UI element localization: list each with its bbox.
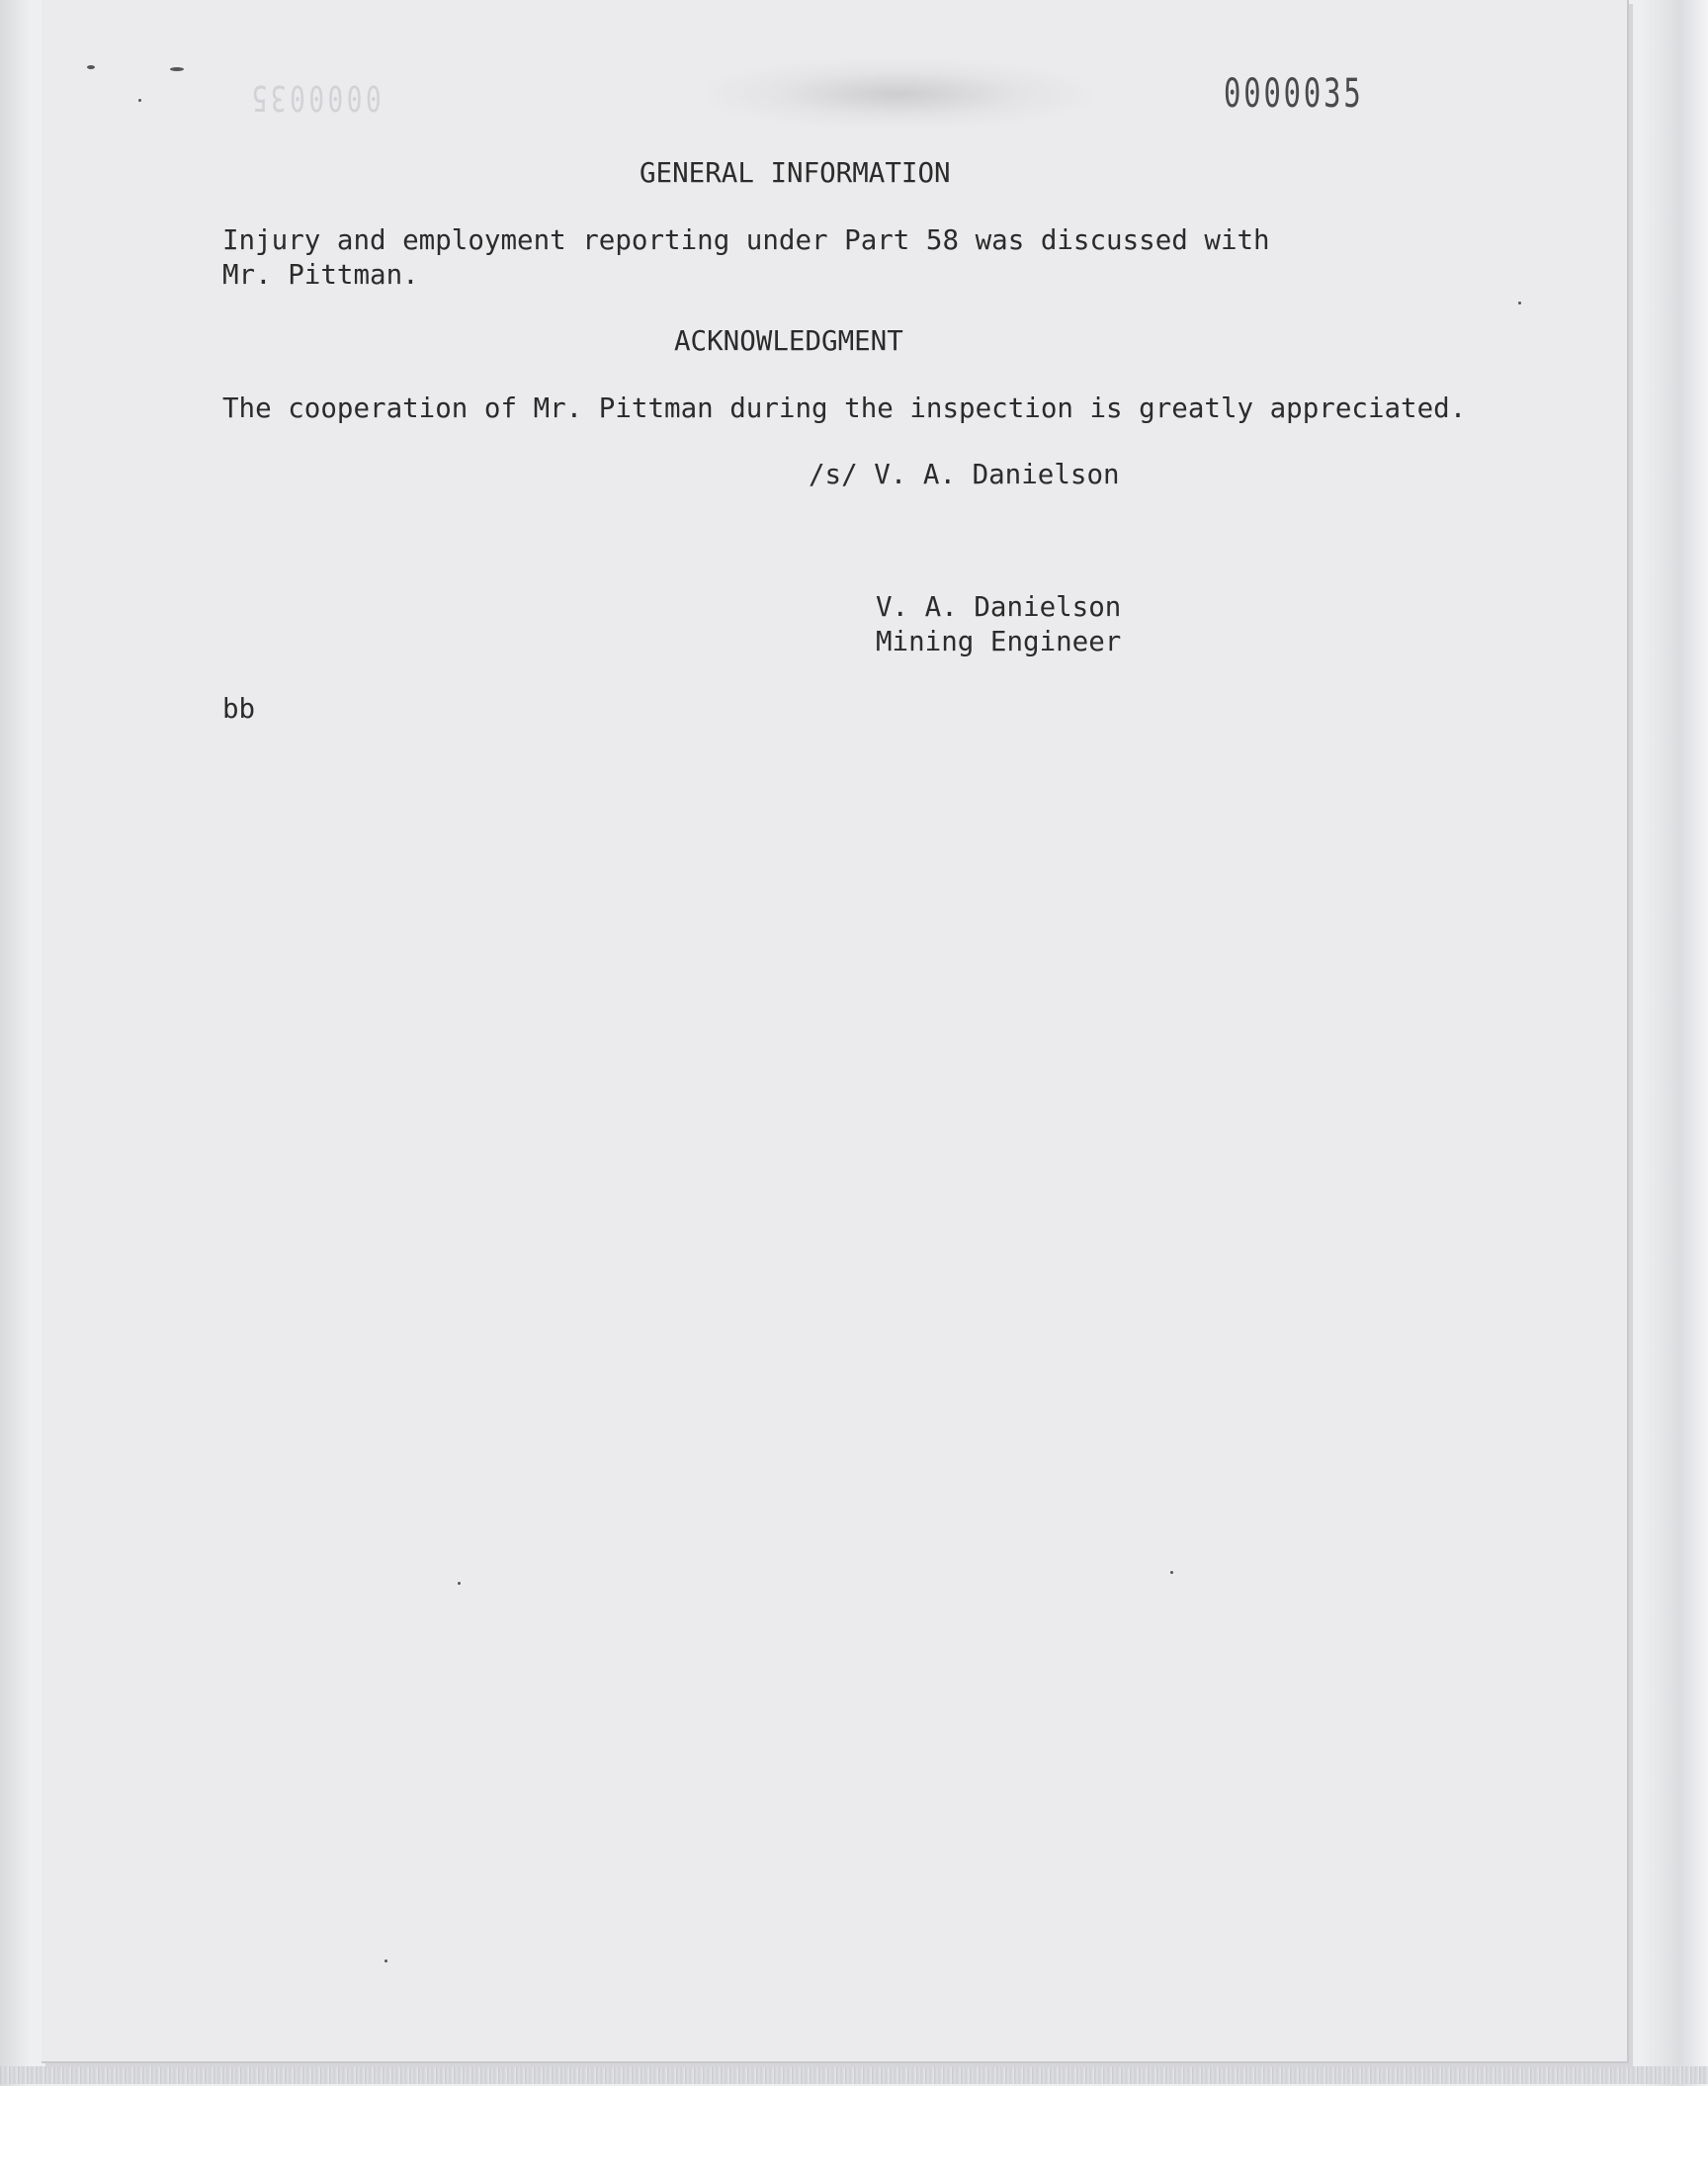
document-page	[42, 0, 1629, 2063]
scan-speck	[1518, 302, 1521, 304]
typist-initials: bb	[222, 693, 256, 725]
scan-speck	[87, 65, 95, 69]
scan-speck	[138, 99, 141, 102]
general-information-line-1: Injury and employment reporting under Part 58 was discussed with	[222, 224, 1270, 256]
general-information-line-2: Mr. Pittman.	[222, 259, 419, 291]
mirrored-page-number-bleed: 0000035	[248, 77, 382, 118]
scan-speck	[458, 1582, 461, 1585]
general-information-heading: GENERAL INFORMATION	[640, 157, 951, 189]
acknowledgment-paragraph: The cooperation of Mr. Pittman during the inspection is greatly appreciated.	[222, 392, 1467, 424]
scan-speck	[1170, 1571, 1173, 1574]
scan-speck	[384, 1959, 387, 1962]
signer-title: Mining Engineer	[876, 626, 1122, 657]
bleed-through-mark	[706, 59, 1091, 129]
scan-edge-strip	[0, 2066, 1708, 2084]
signer-name: V. A. Danielson	[876, 591, 1122, 623]
document-number: 0000035	[1224, 71, 1364, 117]
scan-speck	[170, 67, 184, 71]
signed-signature-line: /s/ V. A. Danielson	[809, 459, 1120, 490]
acknowledgment-heading: ACKNOWLEDGMENT	[674, 325, 903, 357]
